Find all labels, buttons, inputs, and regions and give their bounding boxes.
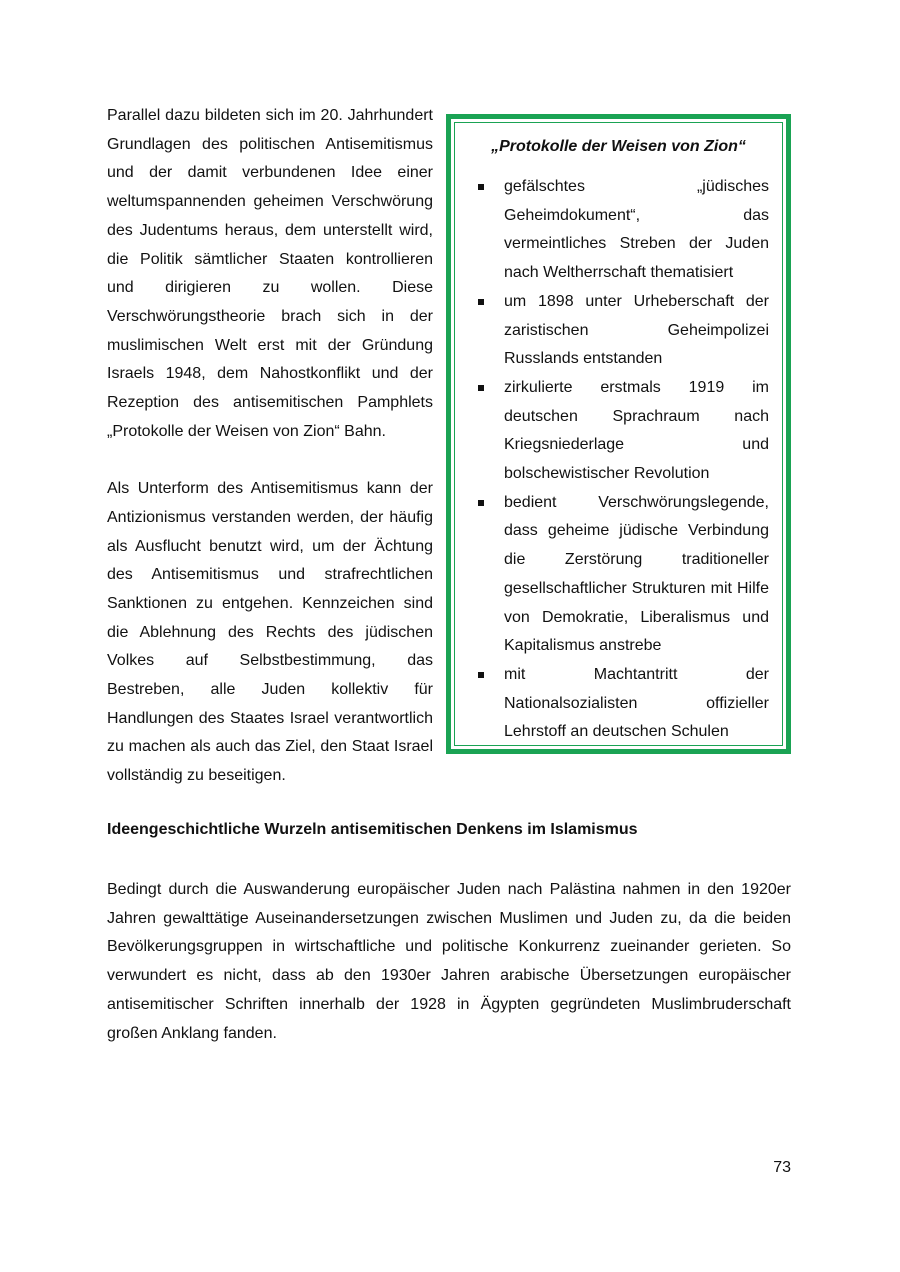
list-item <box>476 661 769 747</box>
page-number: 73 <box>773 1159 791 1176</box>
info-box <box>446 114 791 754</box>
section-heading: Ideengeschichtliche Wurzeln antisemitischen Denkens im Islamismus <box>107 821 638 838</box>
info-box-list <box>476 173 769 747</box>
list-item <box>476 489 769 661</box>
left-paragraph-1: Parallel dazu bildeten sich im 20. Jahrhundert Grundlagen des politischen Antisemitismus und der damit verbundenen Idee einer weltumspannenden geheimen Verschwörung des Judentums heraus, dem unterstellt wird, die Politik sämtlicher Staaten kontrollieren und dirigieren zu wollen. Diese Verschwörungstheorie brach sich in der muslimischen Welt erst mit der Gründung Israels 1948, dem Nahostkonflikt und der Rezeption des antisemitischen Pamphlets „Protokolle der Weisen von Zion“ Bahn. <box>107 107 433 440</box>
list-item-text: bedient Verschwörungslegende, dass geheime jüdische Verbindung die Zerstörung traditioneller gesellschaftlicher Strukturen mit Hilfe von Demokratie, Liberalismus und Kapitalismus anstrebe <box>504 493 769 655</box>
list-item <box>476 173 769 288</box>
list-item-text: um 1898 unter Urheberschaft der zaristischen Geheimpolizei Russlands entstanden <box>504 292 769 368</box>
square-bullet-icon <box>478 385 484 391</box>
info-box-title: „Protokolle der Weisen von Zion“ <box>491 138 746 155</box>
square-bullet-icon <box>478 672 484 678</box>
list-item <box>476 374 769 489</box>
list-item-text: zirkulierte erstmals 1919 im deutschen Sprachraum nach Kriegsniederlage und bolschewistischer Revolution <box>504 378 769 483</box>
list-item <box>476 288 769 374</box>
square-bullet-icon <box>478 299 484 305</box>
left-column <box>107 102 433 791</box>
left-paragraph-2: Als Unterform des Antisemitismus kann der Antizionismus verstanden werden, der häufig als Ausflucht benutzt wird, um der Ächtung des Antisemitismus und strafrechtlichen Sanktionen zu entgehen. Kennzeichen sind die Ablehnung des Rechts des jüdischen Volkes auf Selbstbestimmung, das Bestreben, alle Juden kollektiv für Handlungen des Staates Israel verantwortlich zu machen als auch das Ziel, den Staat Israel vollständig zu beseitigen. <box>107 480 433 785</box>
list-item-text: gefälschtes „jüdisches Geheimdokument“, das vermeintliches Streben der Juden nach Weltherrschaft thematisiert <box>504 178 769 282</box>
square-bullet-icon <box>478 500 484 506</box>
square-bullet-icon <box>478 184 484 190</box>
list-item-text: mit Machtantritt der Nationalsozialisten offizieller Lehrstoff an deutschen Schulen <box>504 665 769 741</box>
section-paragraph: Bedingt durch die Auswanderung europäischer Juden nach Palästina nahmen in den 1920er Jahren gewalttätige Auseinandersetzungen zwischen Muslimen und Juden zu, da die beiden Bevölkerungsgruppen in wirtschaftliche und politische Konkurrenz zueinander gerieten. So verwundert es nicht, dass ab den 1930er Jahren arabische Übersetzungen europäischer antisemitischer Schriften innerhalb der 1928 in Ägypten gegründeten Muslimbruderschaft großen Anklang fanden. <box>107 881 791 1042</box>
